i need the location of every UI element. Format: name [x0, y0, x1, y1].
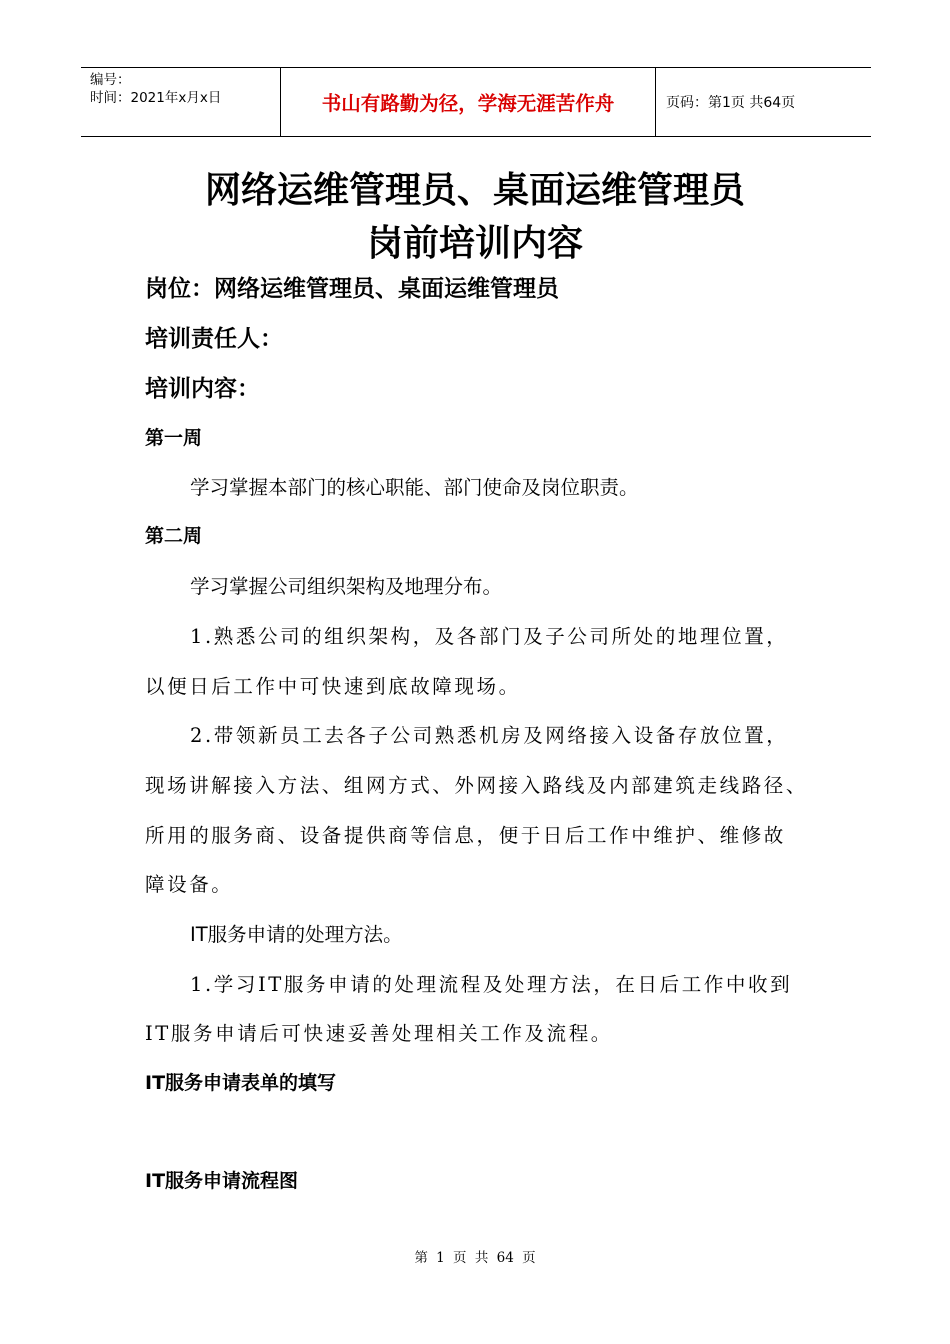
week2-item1-line2: 以便日后工作中可快速到底故障现场。 [145, 675, 521, 698]
document-title-line1: 网络运维管理员、桌面运维管理员 [204, 169, 745, 211]
header-page-label: 页码：第1页 共64页 [666, 95, 796, 111]
document-header [81, 67, 871, 137]
header-meta [81, 68, 281, 136]
week2-item2-line3: 所用的服务商、设备提供商等信息，便于日后工作中维护、维修故 [145, 824, 786, 847]
position-field: 岗位：网络运维管理员、桌面运维管理员 [145, 276, 559, 302]
document-number-label: 编号： [90, 72, 131, 88]
it-form-heading: IT服务申请表单的填写 [145, 1072, 337, 1094]
it-service-item1-line2: IT服务申请后可快速妥善处理相关工作及流程。 [145, 1022, 613, 1045]
week2-intro: 学习掌握公司组织架构及地理分布。 [190, 575, 503, 598]
week1-heading: 第一周 [145, 427, 203, 449]
week1-text: 学习掌握本部门的核心职能、部门使命及岗位职责。 [190, 476, 639, 499]
document-time-label: 时间：2021年x月x日 [90, 90, 222, 106]
week2-item2-line4: 障设备。 [145, 873, 234, 896]
document-title-line2: 岗前培训内容 [366, 222, 583, 264]
page-footer: 第 1 页 共 64 页 [414, 1250, 536, 1266]
content-field: 培训内容： [145, 376, 260, 402]
week2-item2-line2: 现场讲解接入方法、组网方式、外网接入路线及内部建筑走线路径、 [145, 774, 809, 797]
week2-item1-line1: 1.熟悉公司的组织架构，及各部门及子公司所处的地理位置， [190, 625, 789, 648]
responsible-field: 培训责任人： [145, 326, 283, 352]
week2-heading: 第二周 [145, 525, 203, 547]
header-motto: 书山有路勤为径，学海无涯苦作舟 [281, 68, 656, 136]
it-service-intro: IT服务申请的处理方法。 [190, 923, 403, 946]
it-service-item1-line1: 1.学习IT服务申请的处理流程及处理方法，在日后工作中收到 [190, 973, 793, 996]
it-flow-heading: IT服务申请流程图 [145, 1170, 299, 1192]
week2-item2-line1: 2.带领新员工去各子公司熟悉机房及网络接入设备存放位置， [190, 724, 789, 747]
